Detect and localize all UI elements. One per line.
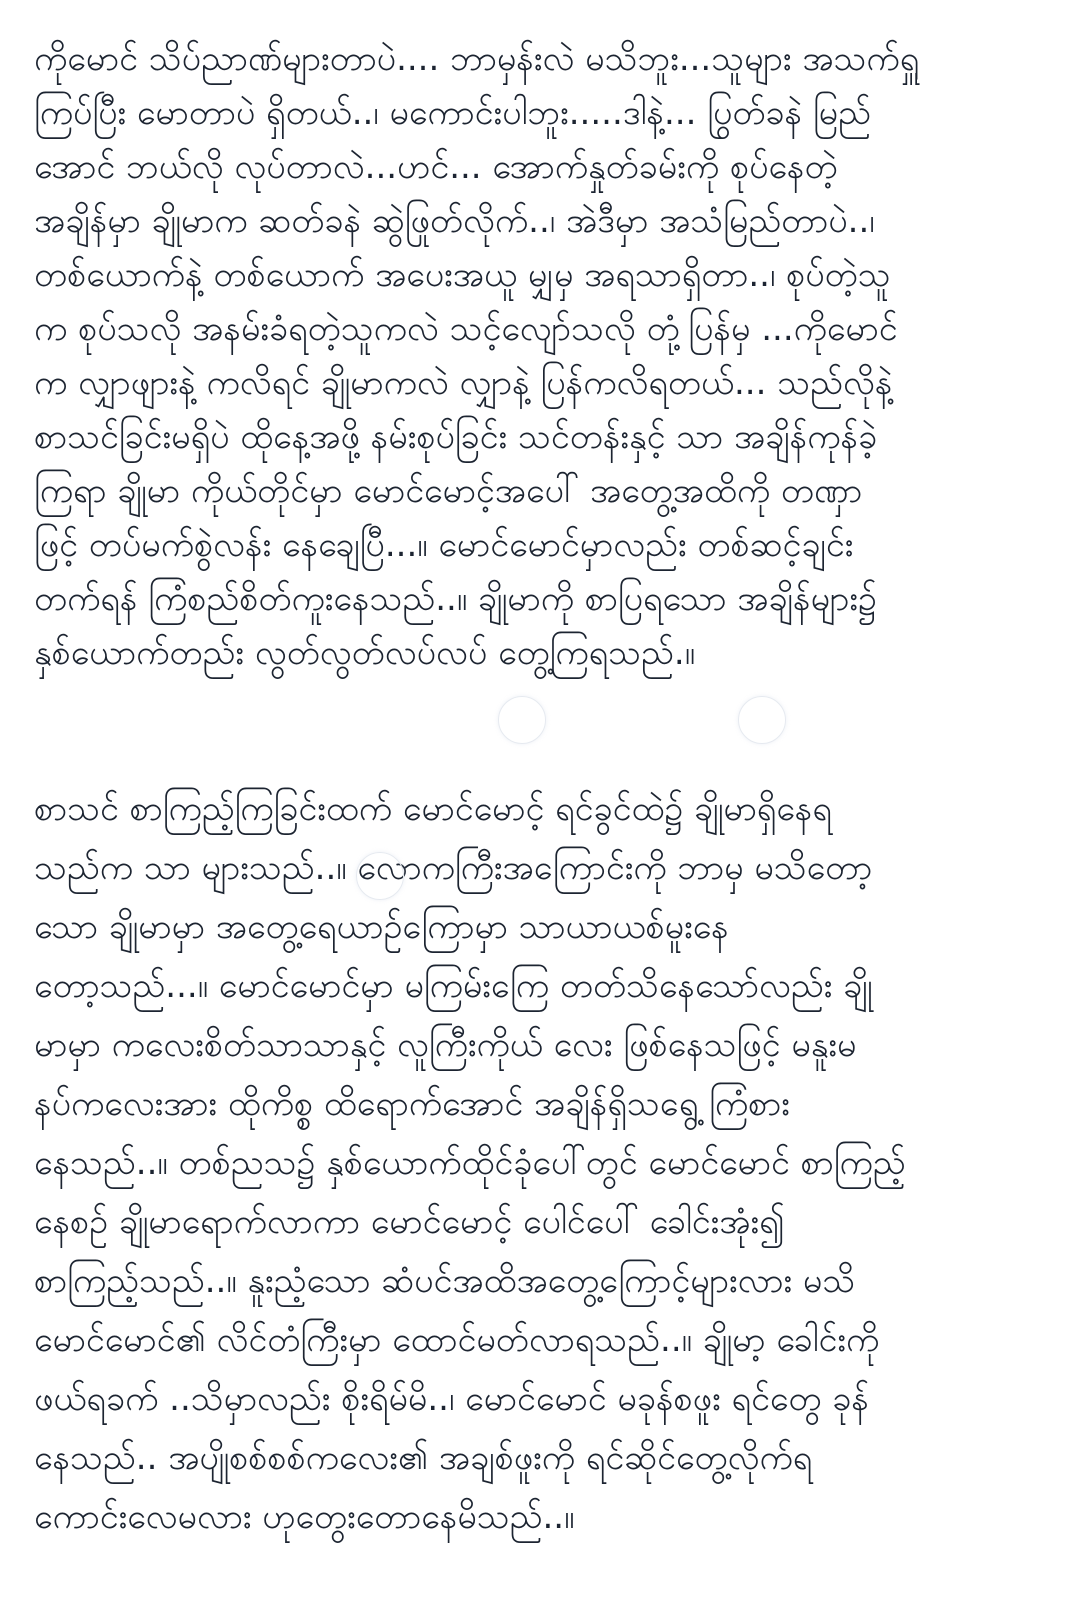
text-line: ကိုမောင် သိပ်ညာဏ်များတာပဲ.... ဘာမှန်းလဲ မသိဘူး...သူများ အသက်ရှူ <box>34 39 920 79</box>
text-line: နှစ်ယောက်တည်း လွတ်လွတ်လပ်လပ် တွေ့ကြရသည်.။ <box>34 633 696 673</box>
circle-artifact-icon <box>738 696 786 744</box>
text-line: စာသင် စာကြည့်ကြခြင်းထက် မောင်မောင့် ရင်ခွင်ထဲ၌ ချိုမာရှိနေရ <box>34 789 832 829</box>
text-line: တော့သည်...။ မောင်မောင်မှာ မကြမ်းကြေ တတ်သိနေသော်လည်း ချို <box>34 966 873 1006</box>
text-line: နေသည်.. အပျိုစစ်စစ်ကလေး၏ အချစ်ဖူးကို ရင်ဆိုင်တွေ့လိုက်ရ <box>34 1438 813 1478</box>
text-line: နေသည်..။ တစ်ညသ၌ နှစ်ယောက်ထိုင်ခုံပေါ်တွင် မောင်မောင် စာကြည့် <box>34 1143 906 1183</box>
text-line: မာမှာ ကလေးစိတ်သာသာနှင့် လူကြီးကိုယ် လေး ဖြစ်နေသဖြင့် မနူးမ <box>34 1025 857 1065</box>
circle-artifact-icon <box>356 852 404 900</box>
text-line: မောင်မောင်၏ လိင်တံကြီးမှာ ထောင်မတ်လာရသည်..။ ချိုမာ့ ခေါင်းကို <box>34 1320 880 1360</box>
text-line: က လျှာဖျားနဲ့ ကလိရင် ချိုမာကလဲ လျှာနဲ့ ပြန်ကလိရတယ်... သည်လိုနဲ့ <box>34 363 893 403</box>
text-line: သည်က သာ များသည်..။ လောကကြီးအကြောင်းကို ဘာမှ မသိတော့ <box>34 848 873 888</box>
text-line: နေစဉ် ချိုမာရောက်လာကာ မောင်မောင့် ပေါင်ပေါ် ခေါင်းအုံး၍ <box>34 1202 785 1242</box>
text-line: ကြပ်ပြီး မောတာပဲ ရှိတယ်..၊ မကောင်းပါဘူး.....ဒါနဲ့... ပြွတ်ခနဲ မြည် <box>34 93 871 133</box>
text-line: နပ်ကလေးအား ထိုကိစ္စ ထိရောက်အောင် အချိန်ရှိသရွေ့ ကြံစား <box>34 1084 790 1124</box>
text-line: ကြရာ ချိုမာ ကိုယ်တိုင်မှာ မောင်မောင့်အပေါ် အတွေ့အထိကို တဏှာ <box>34 471 863 511</box>
text-line: အောင် ဘယ်လို လုပ်တာလဲ...ဟင်... အောက်နှုတ်ခမ်းကို စုပ်နေတဲ့ <box>34 147 838 187</box>
text-line: တက်ရန် ကြံစည်စိတ်ကူးနေသည်..။ ချိုမာကို စာပြရသော အချိန်များ၌ <box>34 579 877 619</box>
text-line: အချိန်မှာ ချိုမာက ဆတ်ခနဲ ဆွဲဖြုတ်လိုက်..၊ အဲဒီမှာ အသံမြည်တာပဲ..၊ <box>34 201 875 241</box>
text-line: ဖယ်ရခက် ..သိမှာလည်း စိုးရိမ်မိ..၊ မောင်မောင် မခုန်စဖူး ရင်တွေ ခုန် <box>34 1379 870 1419</box>
text-line: စာကြည့်သည်..။ နူးညံ့သော ဆံပင်အထိအတွေ့ကြောင့်များလား မသိ <box>34 1261 856 1301</box>
text-line: ကောင်းလေမလား ဟုတွေးတောနေမိသည်..။ <box>34 1497 575 1537</box>
circle-artifact-icon <box>498 696 546 744</box>
paragraph-1 <box>34 32 1046 680</box>
text-line: သော ချိုမာမှာ အတွေ့ရေယာဉ်ကြောမှာ သာယာယစ်မူးနေ <box>34 907 729 947</box>
paragraph-2 <box>34 780 1046 1547</box>
text-line: ဖြင့် တပ်မက်စွဲလန်း နေချေပြီ...။ မောင်မောင်မှာလည်း တစ်ဆင့်ချင်း <box>34 525 854 565</box>
text-line: တစ်ယောက်နဲ့ တစ်ယောက် အပေးအယူ မျှမှ အရသာရှိတာ..၊ စုပ်တဲ့သူ <box>34 255 891 295</box>
text-line: စာသင်ခြင်းမရှိပဲ ထိုနေ့အဖို့ နမ်းစုပ်ခြင်း သင်တန်းနှင့် သာ အချိန်ကုန်ခဲ့ <box>34 417 878 457</box>
text-line: က စုပ်သလို အနမ်းခံရတဲ့သူကလဲ သင့်လျော်သလို တုံ့ပြန်မှ ...ကိုမောင် <box>34 309 898 349</box>
